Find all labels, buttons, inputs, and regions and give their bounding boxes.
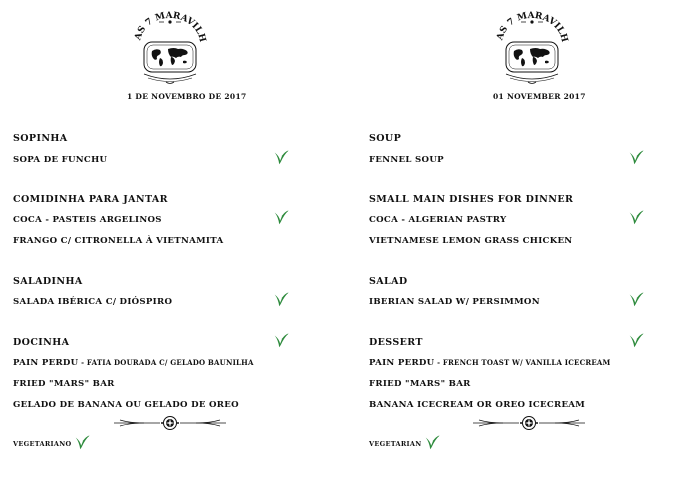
menu-item: SALADA IBÉRICA C/ DIÓSPIRO — [13, 297, 173, 307]
menu-item: SOPA DE FUNCHU — [13, 155, 108, 165]
dish-name: PAIN PERDU — [13, 358, 79, 368]
menu-item: GELADO DE BANANA OU GELADO DE OREO — [13, 400, 239, 410]
leaf-v-icon — [272, 331, 290, 349]
leaf-v-icon — [627, 208, 645, 226]
dish-description: - FATIA DOURADA C/ GELADO BAUNILHA — [78, 358, 254, 367]
section-title-dessert: DOCINHA — [13, 337, 70, 348]
menu-item: FENNEL SOUP — [369, 155, 444, 165]
dish-name: PAIN PERDU — [369, 358, 435, 368]
legend-label: VEGETARIAN — [369, 440, 422, 448]
menu-item: FRIED "MARS" BAR — [13, 379, 115, 389]
menu-item: COCA - PASTEIS ARGELINOS — [13, 215, 162, 225]
world-map-icon — [130, 8, 210, 88]
compass-ornament-icon — [110, 415, 230, 431]
leaf-v-icon — [423, 433, 441, 451]
section-title-salad: SALADINHA — [13, 276, 83, 287]
leaf-v-icon — [73, 433, 91, 451]
menu-date: 1 DE NOVEMBRO DE 2017 — [127, 92, 247, 101]
menu-item: BANANA ICECREAM OR OREO ICECREAM — [369, 400, 586, 410]
leaf-v-icon — [627, 331, 645, 349]
menu-portuguese — [0, 0, 330, 482]
menu-date: 01 NOVEMBER 2017 — [493, 92, 586, 101]
world-map-icon — [492, 8, 572, 88]
section-title-dessert: DESSERT — [369, 337, 423, 348]
leaf-v-icon — [272, 148, 290, 166]
dish-description: - FRENCH TOAST W/ VANILLA ICECREAM — [434, 358, 611, 367]
legend-label: VEGETARIANO — [13, 440, 72, 448]
section-title-soup: SOPINHA — [13, 133, 68, 144]
compass-ornament-icon — [469, 415, 589, 431]
menu-item — [13, 358, 254, 368]
leaf-v-icon — [627, 148, 645, 166]
leaf-v-icon — [272, 290, 290, 308]
section-title-soup: SOUP — [369, 133, 402, 144]
leaf-v-icon — [627, 290, 645, 308]
menu-item — [369, 358, 611, 368]
menu-item: FRANGO C/ CITRONELLA À VIETNAMITA — [13, 236, 224, 246]
menu-english — [356, 0, 686, 482]
section-title-salad: SALAD — [369, 276, 408, 287]
menu-item: COCA - ALGERIAN PASTRY — [369, 215, 507, 225]
menu-item: IBERIAN SALAD W/ PERSIMMON — [369, 297, 540, 307]
section-title-mains: SMALL MAIN DISHES FOR DINNER — [369, 194, 574, 205]
section-title-mains: COMIDINHA PARA JANTAR — [13, 194, 168, 205]
menu-item: VIETNAMESE LEMON GRASS CHICKEN — [369, 236, 573, 246]
menu-item: FRIED "MARS" BAR — [369, 379, 471, 389]
leaf-v-icon — [272, 208, 290, 226]
